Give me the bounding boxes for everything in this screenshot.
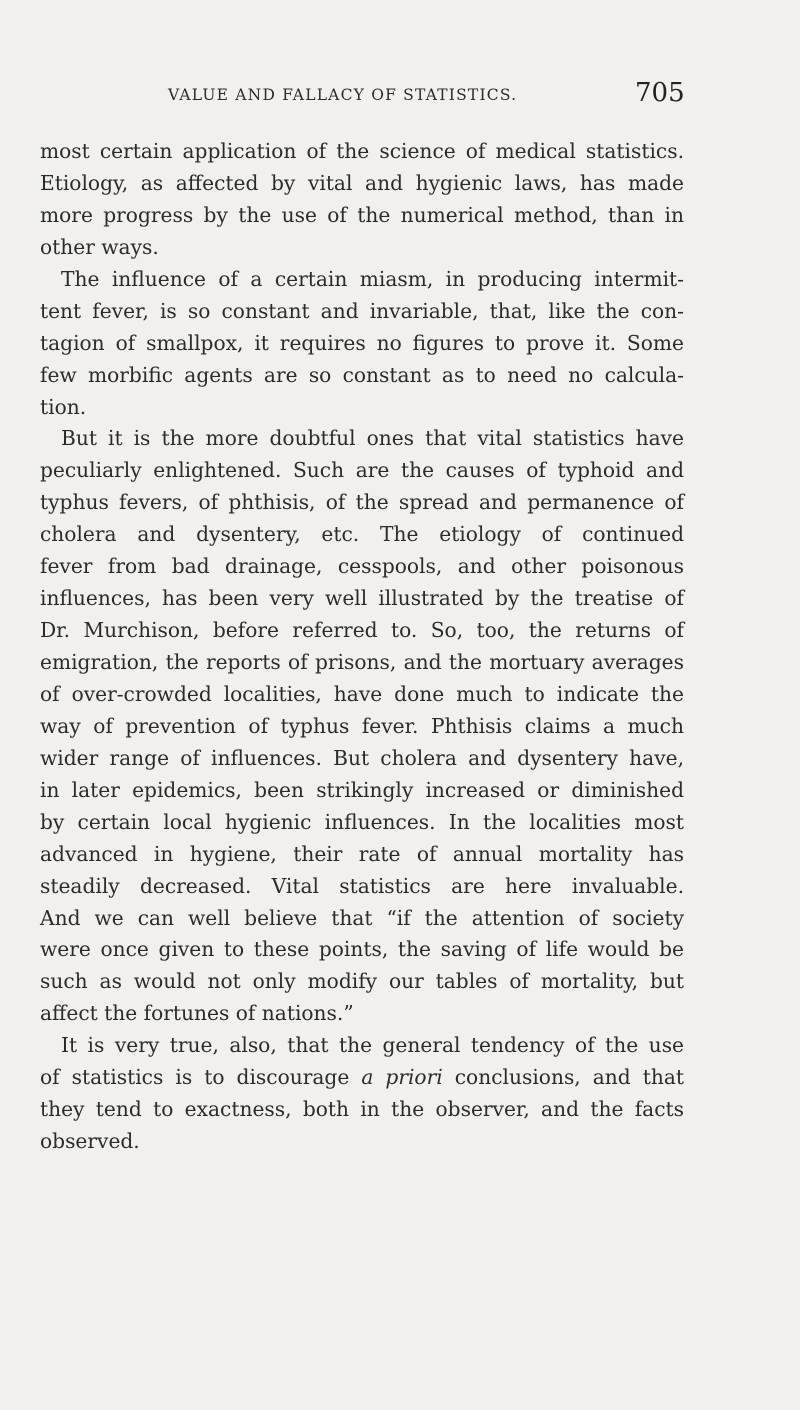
text-line: of over-crowded localities, have done much to indicate the [40,681,684,706]
text-line: observed. [40,1129,140,1154]
text-line: few morbific agents are so constant as to need no calcula- [40,362,684,387]
italic-phrase: a priori [361,1065,443,1090]
text-line: Dr. Murchison, before referred to. So, too, the returns of [40,618,684,643]
text-line: by certain local hygienic influences. In the localities most [40,809,684,834]
text-line: most certain application of the science of medical statistics. [40,139,684,163]
text-line: It is very true, also, that the general tendency of the use [61,1033,684,1058]
running-head [40,78,685,118]
running-title: VALUE AND FALLACY OF STATISTICS. [168,86,518,104]
text-line: typhus fevers, of phthisis, of the spread and permanence of [40,490,684,515]
text-line: cholera and dysentery, etc. The etiology of continued [40,522,684,547]
text-line: Etiology, as affected by vital and hygienic laws, has made [40,170,684,195]
text-line: tagion of smallpox, it requires no figures to prove it. Some [40,330,684,355]
text-line: in later epidemics, been strikingly increased or diminished [40,777,684,802]
text-line: peculiarly enlightened. Such are the causes of typhoid and [40,458,684,483]
body-text [40,136,684,1158]
text-line-with-italic [40,1062,684,1094]
text-line: more progress by the use of the numerical method, than in [40,202,684,227]
paragraph [40,423,684,1030]
paragraph [40,264,684,424]
text-line: tent fever, is so constant and invariable, that, like the con- [40,298,684,323]
text-line: But it is the more doubtful ones that vital statistics have [61,426,684,451]
text-line: tion. [40,394,87,419]
text-line: fever from bad drainage, cesspools, and other poisonous [40,554,684,579]
page-number: 705 [635,78,685,108]
text-segment: conclusions, and that [454,1065,685,1090]
text-line: such as would not only modify our tables of mortality, but [40,969,684,994]
text-line: they tend to exactness, both in the observer, and the facts [40,1097,684,1122]
text-line: were once given to these points, the saving of life would be [40,937,684,962]
text-line: emigration, the reports of prisons, and the mortuary averages [40,650,684,674]
text-line: steadily decreased. Vital statistics are here invaluable. [40,873,684,898]
text-line: And we can well believe that “if the attention of society [40,905,684,930]
paragraph [40,1030,684,1158]
text-line: influences, has been very well illustrated by the treatise of [40,586,684,611]
text-segment: of statistics is to discourage [40,1065,350,1090]
text-line: affect the fortunes of nations.” [40,1001,354,1026]
text-line: The influence of a certain miasm, in producing intermit- [61,266,684,291]
text-line: wider range of influences. But cholera and dysentery have, [40,745,684,770]
text-line: advanced in hygiene, their rate of annual mortality has [40,841,684,866]
paragraph [40,136,684,264]
text-line: other ways. [40,234,159,259]
text-line: way of prevention of typhus fever. Phthisis claims a much [40,713,684,738]
